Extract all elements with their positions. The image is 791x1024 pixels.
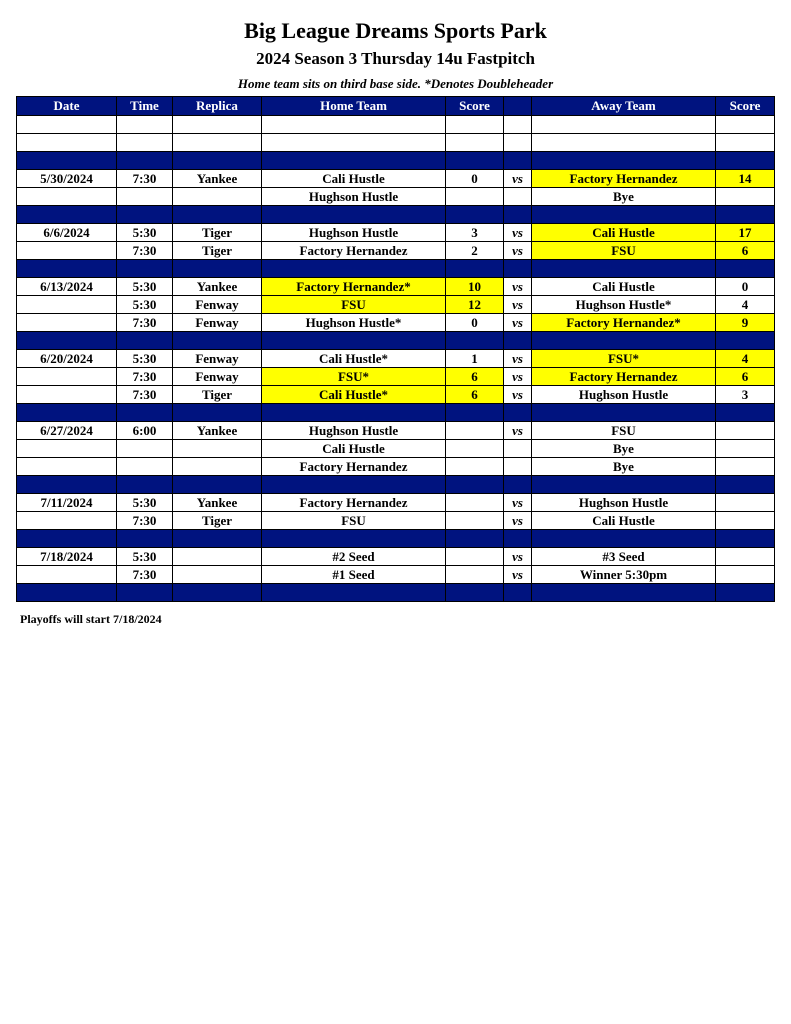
game-row <box>17 242 775 260</box>
vs-cell: vs <box>504 368 532 386</box>
blank-cell <box>532 116 716 134</box>
away-score-cell <box>716 422 775 440</box>
blank-cell <box>446 116 504 134</box>
away-team-cell: Cali Hustle <box>532 512 716 530</box>
field-cell: Tiger <box>173 512 262 530</box>
away-team-cell: FSU* <box>532 350 716 368</box>
vs-cell: vs <box>504 224 532 242</box>
home-score-cell <box>446 512 504 530</box>
home-team-cell: Hughson Hustle <box>262 224 446 242</box>
field-cell: Fenway <box>173 314 262 332</box>
home-score-cell <box>446 548 504 566</box>
separator-cell <box>446 476 504 494</box>
game-row <box>17 188 775 206</box>
field-cell <box>173 458 262 476</box>
away-score-cell: 6 <box>716 242 775 260</box>
separator-cell <box>716 404 775 422</box>
separator-cell <box>504 584 532 602</box>
separator-cell <box>446 404 504 422</box>
column-header <box>504 97 532 116</box>
blank-cell <box>173 134 262 152</box>
game-row <box>17 566 775 584</box>
home-score-cell: 12 <box>446 296 504 314</box>
away-score-cell: 9 <box>716 314 775 332</box>
time-cell: 7:30 <box>117 386 173 404</box>
home-score-cell <box>446 188 504 206</box>
separator-cell <box>446 206 504 224</box>
schedule-table <box>16 96 775 602</box>
date-cell: 5/30/2024 <box>17 170 117 188</box>
away-team-cell: Cali Hustle <box>532 278 716 296</box>
away-score-cell: 17 <box>716 224 775 242</box>
home-team-cell: Factory Hernandez <box>262 242 446 260</box>
separator-cell <box>173 332 262 350</box>
separator-cell <box>173 152 262 170</box>
home-team-cell: Factory Hernandez <box>262 458 446 476</box>
game-row <box>17 350 775 368</box>
field-cell: Fenway <box>173 368 262 386</box>
vs-cell <box>504 440 532 458</box>
away-score-cell <box>716 440 775 458</box>
date-cell <box>17 458 117 476</box>
away-score-cell: 3 <box>716 386 775 404</box>
vs-cell: vs <box>504 386 532 404</box>
separator-cell <box>716 476 775 494</box>
separator-cell <box>504 476 532 494</box>
game-row <box>17 314 775 332</box>
separator-cell <box>446 152 504 170</box>
separator-cell <box>716 530 775 548</box>
separator-row <box>17 206 775 224</box>
column-header: Score <box>716 97 775 116</box>
home-team-cell: Hughson Hustle <box>262 422 446 440</box>
away-score-cell <box>716 566 775 584</box>
date-cell <box>17 296 117 314</box>
separator-cell <box>117 206 173 224</box>
blank-cell <box>17 116 117 134</box>
away-team-cell: Factory Hernandez* <box>532 314 716 332</box>
separator-cell <box>17 530 117 548</box>
game-row <box>17 296 775 314</box>
blank-cell <box>446 134 504 152</box>
away-score-cell: 4 <box>716 350 775 368</box>
column-header: Score <box>446 97 504 116</box>
vs-cell: vs <box>504 278 532 296</box>
home-score-cell: 10 <box>446 278 504 296</box>
away-team-cell: Factory Hernandez <box>532 170 716 188</box>
page-subtitle: 2024 Season 3 Thursday 14u Fastpitch <box>256 49 535 68</box>
field-cell <box>173 188 262 206</box>
date-cell <box>17 386 117 404</box>
field-cell: Tiger <box>173 386 262 404</box>
away-score-cell: 14 <box>716 170 775 188</box>
blank-cell <box>504 116 532 134</box>
time-cell: 5:30 <box>117 224 173 242</box>
separator-cell <box>262 476 446 494</box>
game-row <box>17 512 775 530</box>
separator-cell <box>716 584 775 602</box>
date-cell: 7/18/2024 <box>17 548 117 566</box>
field-cell <box>173 548 262 566</box>
separator-cell <box>532 332 716 350</box>
home-team-cell: FSU <box>262 296 446 314</box>
game-row <box>17 386 775 404</box>
separator-row <box>17 530 775 548</box>
date-cell <box>17 368 117 386</box>
separator-cell <box>17 476 117 494</box>
column-header: Away Team <box>532 97 716 116</box>
blank-row <box>17 134 775 152</box>
game-row <box>17 368 775 386</box>
column-header: Time <box>117 97 173 116</box>
separator-cell <box>17 206 117 224</box>
separator-cell <box>17 260 117 278</box>
separator-cell <box>532 260 716 278</box>
separator-cell <box>17 584 117 602</box>
time-cell <box>117 440 173 458</box>
away-team-cell: Cali Hustle <box>532 224 716 242</box>
separator-cell <box>117 584 173 602</box>
away-score-cell <box>716 512 775 530</box>
separator-cell <box>117 332 173 350</box>
field-cell: Yankee <box>173 278 262 296</box>
away-team-cell: Hughson Hustle* <box>532 296 716 314</box>
blank-cell <box>262 134 446 152</box>
vs-cell: vs <box>504 314 532 332</box>
date-cell: 6/27/2024 <box>17 422 117 440</box>
away-score-cell: 4 <box>716 296 775 314</box>
page-note: Home team sits on third base side. *Denotes Doubleheader <box>237 76 554 91</box>
separator-row <box>17 476 775 494</box>
separator-cell <box>262 584 446 602</box>
home-team-cell: Cali Hustle <box>262 440 446 458</box>
separator-cell <box>446 584 504 602</box>
separator-cell <box>716 260 775 278</box>
home-team-cell: Cali Hustle <box>262 170 446 188</box>
playoffs-note: Playoffs will start 7/18/2024 <box>20 612 162 626</box>
blank-row <box>17 116 775 134</box>
separator-cell <box>173 260 262 278</box>
home-score-cell <box>446 566 504 584</box>
time-cell: 7:30 <box>117 170 173 188</box>
separator-cell <box>262 404 446 422</box>
blank-cell <box>532 134 716 152</box>
date-cell <box>17 440 117 458</box>
separator-cell <box>504 206 532 224</box>
separator-cell <box>262 260 446 278</box>
home-team-cell: Hughson Hustle <box>262 188 446 206</box>
blank-cell <box>504 134 532 152</box>
separator-cell <box>504 530 532 548</box>
time-cell <box>117 458 173 476</box>
blank-cell <box>17 134 117 152</box>
separator-cell <box>446 332 504 350</box>
home-score-cell: 1 <box>446 350 504 368</box>
separator-cell <box>117 530 173 548</box>
separator-cell <box>173 584 262 602</box>
separator-cell <box>17 152 117 170</box>
page-title: Big League Dreams Sports Park <box>244 18 547 43</box>
field-cell: Yankee <box>173 170 262 188</box>
blank-cell <box>173 116 262 134</box>
away-team-cell: #3 Seed <box>532 548 716 566</box>
separator-cell <box>117 260 173 278</box>
field-cell <box>173 566 262 584</box>
home-score-cell: 6 <box>446 368 504 386</box>
vs-cell: vs <box>504 242 532 260</box>
away-team-cell: FSU <box>532 422 716 440</box>
game-row <box>17 170 775 188</box>
vs-cell: vs <box>504 494 532 512</box>
vs-cell <box>504 188 532 206</box>
away-team-cell: Bye <box>532 458 716 476</box>
date-cell <box>17 566 117 584</box>
separator-cell <box>117 404 173 422</box>
away-score-cell <box>716 188 775 206</box>
field-cell: Yankee <box>173 494 262 512</box>
home-team-cell: Cali Hustle* <box>262 386 446 404</box>
separator-cell <box>173 530 262 548</box>
separator-cell <box>504 260 532 278</box>
home-score-cell <box>446 458 504 476</box>
game-row <box>17 422 775 440</box>
separator-cell <box>504 332 532 350</box>
home-team-cell: #1 Seed <box>262 566 446 584</box>
home-score-cell: 0 <box>446 170 504 188</box>
schedule-body <box>17 116 775 602</box>
field-cell: Fenway <box>173 296 262 314</box>
home-team-cell: FSU* <box>262 368 446 386</box>
away-score-cell <box>716 494 775 512</box>
separator-cell <box>117 152 173 170</box>
home-team-cell: #2 Seed <box>262 548 446 566</box>
blank-cell <box>716 134 775 152</box>
separator-row <box>17 152 775 170</box>
blank-cell <box>262 116 446 134</box>
vs-cell: vs <box>504 512 532 530</box>
field-cell: Yankee <box>173 422 262 440</box>
vs-cell: vs <box>504 548 532 566</box>
game-row <box>17 548 775 566</box>
home-team-cell: Hughson Hustle* <box>262 314 446 332</box>
vs-cell: vs <box>504 350 532 368</box>
vs-cell: vs <box>504 566 532 584</box>
away-team-cell: Factory Hernandez <box>532 368 716 386</box>
separator-cell <box>532 476 716 494</box>
home-score-cell: 6 <box>446 386 504 404</box>
time-cell: 7:30 <box>117 314 173 332</box>
date-cell <box>17 314 117 332</box>
blank-cell <box>716 116 775 134</box>
time-cell: 5:30 <box>117 296 173 314</box>
time-cell: 6:00 <box>117 422 173 440</box>
game-row <box>17 224 775 242</box>
separator-cell <box>117 476 173 494</box>
column-header: Home Team <box>262 97 446 116</box>
field-cell: Tiger <box>173 224 262 242</box>
separator-row <box>17 404 775 422</box>
time-cell: 5:30 <box>117 494 173 512</box>
vs-cell: vs <box>504 170 532 188</box>
away-score-cell: 0 <box>716 278 775 296</box>
game-row <box>17 458 775 476</box>
home-score-cell <box>446 422 504 440</box>
separator-cell <box>262 152 446 170</box>
game-row <box>17 278 775 296</box>
home-score-cell <box>446 494 504 512</box>
away-score-cell <box>716 548 775 566</box>
away-team-cell: Hughson Hustle <box>532 494 716 512</box>
time-cell: 7:30 <box>117 512 173 530</box>
separator-cell <box>716 152 775 170</box>
separator-cell <box>173 404 262 422</box>
separator-cell <box>532 152 716 170</box>
separator-cell <box>173 206 262 224</box>
separator-row <box>17 260 775 278</box>
game-row <box>17 440 775 458</box>
vs-cell <box>504 458 532 476</box>
blank-cell <box>117 116 173 134</box>
vs-cell: vs <box>504 422 532 440</box>
home-team-cell: Factory Hernandez* <box>262 278 446 296</box>
separator-cell <box>532 404 716 422</box>
separator-cell <box>17 332 117 350</box>
column-header: Date <box>17 97 117 116</box>
date-cell <box>17 242 117 260</box>
home-score-cell: 3 <box>446 224 504 242</box>
separator-cell <box>262 530 446 548</box>
separator-cell <box>716 206 775 224</box>
column-header: Replica <box>173 97 262 116</box>
separator-cell <box>716 332 775 350</box>
away-score-cell: 6 <box>716 368 775 386</box>
separator-cell <box>446 260 504 278</box>
field-cell: Fenway <box>173 350 262 368</box>
home-team-cell: Cali Hustle* <box>262 350 446 368</box>
away-team-cell: Bye <box>532 440 716 458</box>
separator-row <box>17 332 775 350</box>
separator-cell <box>532 206 716 224</box>
game-row <box>17 494 775 512</box>
home-score-cell: 0 <box>446 314 504 332</box>
time-cell <box>117 188 173 206</box>
home-score-cell <box>446 440 504 458</box>
away-team-cell: Hughson Hustle <box>532 386 716 404</box>
time-cell: 5:30 <box>117 350 173 368</box>
separator-cell <box>446 530 504 548</box>
time-cell: 5:30 <box>117 278 173 296</box>
date-cell: 6/13/2024 <box>17 278 117 296</box>
date-cell: 6/6/2024 <box>17 224 117 242</box>
header-row <box>17 97 775 116</box>
away-team-cell: Winner 5:30pm <box>532 566 716 584</box>
time-cell: 7:30 <box>117 566 173 584</box>
separator-cell <box>173 476 262 494</box>
home-score-cell: 2 <box>446 242 504 260</box>
date-cell <box>17 188 117 206</box>
separator-row <box>17 584 775 602</box>
time-cell: 5:30 <box>117 548 173 566</box>
vs-cell: vs <box>504 296 532 314</box>
date-cell: 6/20/2024 <box>17 350 117 368</box>
date-cell: 7/11/2024 <box>17 494 117 512</box>
separator-cell <box>532 530 716 548</box>
separator-cell <box>262 332 446 350</box>
away-team-cell: FSU <box>532 242 716 260</box>
separator-cell <box>504 404 532 422</box>
home-team-cell: FSU <box>262 512 446 530</box>
date-cell <box>17 512 117 530</box>
blank-cell <box>117 134 173 152</box>
time-cell: 7:30 <box>117 242 173 260</box>
away-team-cell: Bye <box>532 188 716 206</box>
separator-cell <box>262 206 446 224</box>
separator-cell <box>504 152 532 170</box>
away-score-cell <box>716 458 775 476</box>
separator-cell <box>17 404 117 422</box>
separator-cell <box>532 584 716 602</box>
field-cell: Tiger <box>173 242 262 260</box>
home-team-cell: Factory Hernandez <box>262 494 446 512</box>
time-cell: 7:30 <box>117 368 173 386</box>
field-cell <box>173 440 262 458</box>
